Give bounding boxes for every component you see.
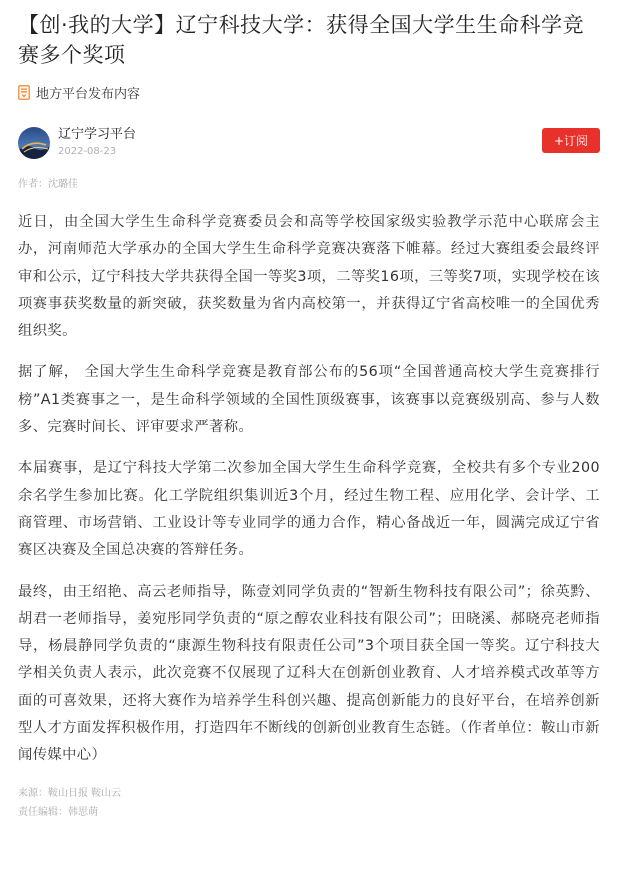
article-source: 来源：鞍山日报 鞍山云 xyxy=(18,787,122,799)
article-footer xyxy=(18,784,600,822)
author-info xyxy=(58,126,136,160)
publish-date: 2022-08-23 xyxy=(58,146,117,157)
author-byline: 作者：沈璐佳 xyxy=(18,179,78,190)
article-body xyxy=(18,209,600,770)
source-tag-label: 地方平台发布内容 xyxy=(36,86,141,102)
article-paragraph: 近日，由全国大学生生命科学竞赛委员会和高等学校国家级实验教学示范中心联席会主办，河南师范大学承办的全国大学生生命科学竞赛决赛落下帷幕。经过大赛组委会最终评审和公示，辽宁科技大学共获得全国一等奖3项，二等奖16项，三等奖7项，实现学校在该项赛事获奖数量的新突破，获奖数量为省内高校第一，并获得辽宁省高校唯一的全国优秀组织奖。 xyxy=(18,214,600,340)
source-tag xyxy=(18,83,600,101)
article-editor: 责任编辑：韩思萌 xyxy=(18,806,98,818)
document-badge-icon xyxy=(18,85,30,100)
author-name[interactable]: 辽宁学习平台 xyxy=(58,127,137,142)
article-paragraph: 据了解， 全国大学生生命科学竞赛是教育部公布的56项“全国普通高校大学生竞赛排行榜”A1类赛事之一，是生命科学领域的全国性顶级赛事，该赛事以竞赛级别高、参与人数多、完赛时间长、评审要求严著称。 xyxy=(18,364,600,436)
article-paragraph: 最终，由王绍艳、高云老师指导，陈壹刘同学负责的“智新生物科技有限公司”；徐英黔、胡君一老师指导，姜宛彤同学负责的“原之醇农业科技有限公司”；田晓溪、郝晓亮老师指导，杨晨静同学负责的“康源生物科技有限责任公司”3个项目获全国一等奖。辽宁科技大学相关负责人表示，此次竞赛不仅展现了辽科大在创新创业教育、人才培养模式改革等方面的可喜效果，还将大赛作为培养学生科创兴趣、提高创新能力的良好平台，在培养创新型人才方面发挥积极作用，打造四年不断线的创新创业教育生态链。（作者单位：鞍山市新闻传媒中心） xyxy=(18,583,600,764)
author-avatar[interactable] xyxy=(18,127,50,159)
article-paragraph: 本届赛事，是辽宁科技大学第二次参加全国大学生生命科学竞赛，全校共有多个专业200余名学生参加比赛。化工学院组织集训近3个月，经过生物工程、应用化学、会计学、工商管理、市场营销、工业设计等专业同学的通力合作，精心备战近一年，圆满完成辽宁省赛区决赛及全国总决赛的答辩任务。 xyxy=(18,460,600,559)
article-title: 【创·我的大学】辽宁科技大学：获得全国大学生生命科学竞赛多个奖项 xyxy=(18,13,585,67)
subscribe-button[interactable]: +订阅 xyxy=(542,128,600,153)
author-bar xyxy=(18,123,600,163)
